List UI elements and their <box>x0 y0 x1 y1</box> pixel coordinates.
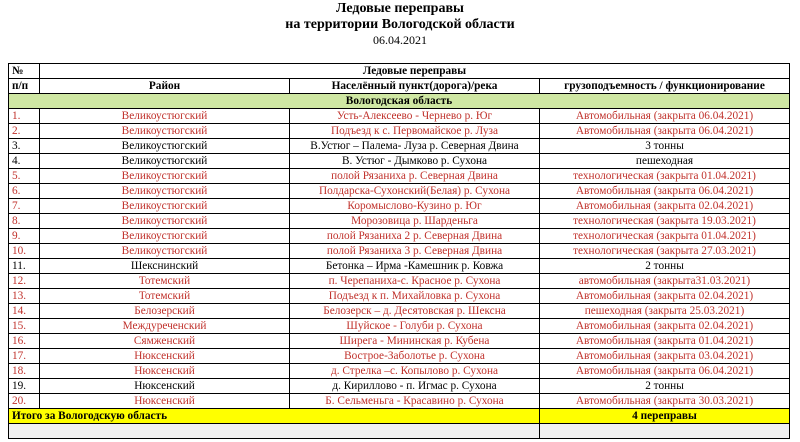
table-row <box>9 349 790 364</box>
table-row <box>9 124 790 139</box>
total-row <box>9 409 790 424</box>
report-date: 06.04.2021 <box>373 33 427 47</box>
row-place: полой Рязаниха 3 р. Северная Двина <box>290 244 540 259</box>
row-place: д. Кириллово - п. Игмас р. Сухона <box>290 379 540 394</box>
row-district: Шекснинский <box>40 259 290 274</box>
row-capacity: Автомобильная (закрыта 02.04.2021) <box>540 289 790 304</box>
row-district: Белозерский <box>40 304 290 319</box>
table-row <box>9 394 790 409</box>
table-row <box>9 139 790 154</box>
row-district: Великоустюгский <box>40 139 290 154</box>
table-row <box>9 169 790 184</box>
row-place: д. Стрелка –с. Копылово р. Сухона <box>290 364 540 379</box>
row-capacity: пешеходная (закрыта 25.03.2021) <box>540 304 790 319</box>
row-number: 5. <box>9 169 40 184</box>
row-place: В.Устюг – Палема- Луза р. Северная Двина <box>290 139 540 154</box>
row-number: 7. <box>9 199 40 214</box>
row-capacity: Автомобильная (закрыта 06.04.2021) <box>540 364 790 379</box>
col-place-header: Населённый пункт(дорога)/река <box>290 79 540 94</box>
row-capacity: Автомобильная (закрыта 30.03.2021) <box>540 394 790 409</box>
row-place: Подъезд к п. Михайловка р. Сухона <box>290 289 540 304</box>
row-number: 11. <box>9 259 40 274</box>
row-number: 2. <box>9 124 40 139</box>
row-number: 13. <box>9 289 40 304</box>
table-row <box>9 319 790 334</box>
row-capacity: технологическая (закрыта 19.03.2021) <box>540 214 790 229</box>
row-district: Тотемский <box>40 289 290 304</box>
row-place: Бетонка – Ирма -Камешник р. Ковжа <box>290 259 540 274</box>
table-row <box>9 259 790 274</box>
row-capacity: Автомобильная (закрыта 02.04.2021) <box>540 199 790 214</box>
row-number: 14. <box>9 304 40 319</box>
total-value: 4 переправы <box>540 409 790 424</box>
row-number: 10. <box>9 244 40 259</box>
table-header-row-2 <box>9 79 790 94</box>
page-title: Ледовые переправы <box>336 1 464 16</box>
row-capacity: Автомобильная (закрыта 06.04.2021) <box>540 124 790 139</box>
row-capacity: 2 тонны <box>540 259 790 274</box>
row-number: 18. <box>9 364 40 379</box>
row-place: Подъезд к с. Первомайское р. Луза <box>290 124 540 139</box>
table-row <box>9 154 790 169</box>
row-district: Нюксенский <box>40 349 290 364</box>
col-num-header-top: № <box>9 64 40 79</box>
ice-crossings-table <box>8 63 790 439</box>
row-place: Коромыслово-Кузино р. Юг <box>290 199 540 214</box>
table-row <box>9 289 790 304</box>
page-subtitle: на территории Вологодской области <box>285 17 515 32</box>
group-header: Ледовые переправы <box>40 64 790 79</box>
row-district: Великоустюгский <box>40 229 290 244</box>
row-place: п. Черепаниха-с. Красное р. Сухона <box>290 274 540 289</box>
row-place: Шуйское - Голуби р. Сухона <box>290 319 540 334</box>
row-place: В. Устюг - Дымково р. Сухона <box>290 154 540 169</box>
row-district: Нюксенский <box>40 394 290 409</box>
row-capacity: Автомобильная (закрыта 06.04.2021) <box>540 109 790 124</box>
row-capacity: автомобильная (закрыта31.03.2021) <box>540 274 790 289</box>
row-district: Тотемский <box>40 274 290 289</box>
empty-cell <box>540 424 790 439</box>
row-number: 8. <box>9 214 40 229</box>
row-place: полой Рязаниха р. Северная Двина <box>290 169 540 184</box>
row-place: Ширега - Мининская р. Кубена <box>290 334 540 349</box>
table-row <box>9 274 790 289</box>
row-district: Нюксенский <box>40 379 290 394</box>
table-row <box>9 334 790 349</box>
col-region-header: Район <box>40 79 290 94</box>
row-district: Великоустюгский <box>40 109 290 124</box>
row-district: Сямженский <box>40 334 290 349</box>
row-number: 19. <box>9 379 40 394</box>
row-place: Полдарска-Сухонский(Белая) р. Сухона <box>290 184 540 199</box>
table-row <box>9 244 790 259</box>
row-number: 9. <box>9 229 40 244</box>
row-district: Великоустюгский <box>40 169 290 184</box>
row-district: Великоустюгский <box>40 184 290 199</box>
row-capacity: Автомобильная (закрыта 03.04.2021) <box>540 349 790 364</box>
row-district: Великоустюгский <box>40 244 290 259</box>
row-number: 12. <box>9 274 40 289</box>
table-row <box>9 379 790 394</box>
row-number: 4. <box>9 154 40 169</box>
table-row <box>9 304 790 319</box>
total-label: Итого за Вологодскую область <box>9 409 540 424</box>
row-capacity: технологическая (закрыта 01.04.2021) <box>540 229 790 244</box>
row-capacity: технологическая (закрыта 27.03.2021) <box>540 244 790 259</box>
table-row <box>9 364 790 379</box>
row-district: Великоустюгский <box>40 154 290 169</box>
row-place: Вострое-Заболотье р. Сухона <box>290 349 540 364</box>
table-row <box>9 214 790 229</box>
col-capacity-header: грузоподъемность / функционирование <box>540 79 790 94</box>
row-place: Морозовица р. Шарденьга <box>290 214 540 229</box>
row-district: Великоустюгский <box>40 124 290 139</box>
row-capacity: технологическая (закрыта 01.04.2021) <box>540 169 790 184</box>
table-header-row-1 <box>9 64 790 79</box>
row-number: 1. <box>9 109 40 124</box>
empty-row <box>9 424 790 439</box>
table-row <box>9 199 790 214</box>
row-district: Нюксенский <box>40 364 290 379</box>
row-capacity: Автомобильная (закрыта 06.04.2021) <box>540 184 790 199</box>
row-district: Великоустюгский <box>40 199 290 214</box>
row-place: Усть-Алексеево - Чернево р. Юг <box>290 109 540 124</box>
row-number: 20. <box>9 394 40 409</box>
row-place: полой Рязаниха 2 р. Северная Двина <box>290 229 540 244</box>
document-header <box>0 0 800 48</box>
region-name: Вологодская область <box>9 94 790 109</box>
row-capacity: 3 тонны <box>540 139 790 154</box>
table-row <box>9 109 790 124</box>
row-capacity: пешеходная <box>540 154 790 169</box>
table-row <box>9 184 790 199</box>
table-row <box>9 229 790 244</box>
row-number: 17. <box>9 349 40 364</box>
row-capacity: 2 тонны <box>540 379 790 394</box>
col-num-header-bottom: п/п <box>9 79 40 94</box>
row-district: Междуреченский <box>40 319 290 334</box>
row-number: 15. <box>9 319 40 334</box>
row-capacity: Автомобильная (закрыта 02.04.2021) <box>540 319 790 334</box>
row-place: Б. Сельменьга - Красавино р. Сухона <box>290 394 540 409</box>
region-row <box>9 94 790 109</box>
row-number: 16. <box>9 334 40 349</box>
row-place: Белозерск – д. Десятовская р. Шексна <box>290 304 540 319</box>
empty-cell <box>9 424 540 439</box>
row-district: Великоустюгский <box>40 214 290 229</box>
row-number: 3. <box>9 139 40 154</box>
row-number: 6. <box>9 184 40 199</box>
row-capacity: Автомобильная (закрыта 01.04.2021) <box>540 334 790 349</box>
